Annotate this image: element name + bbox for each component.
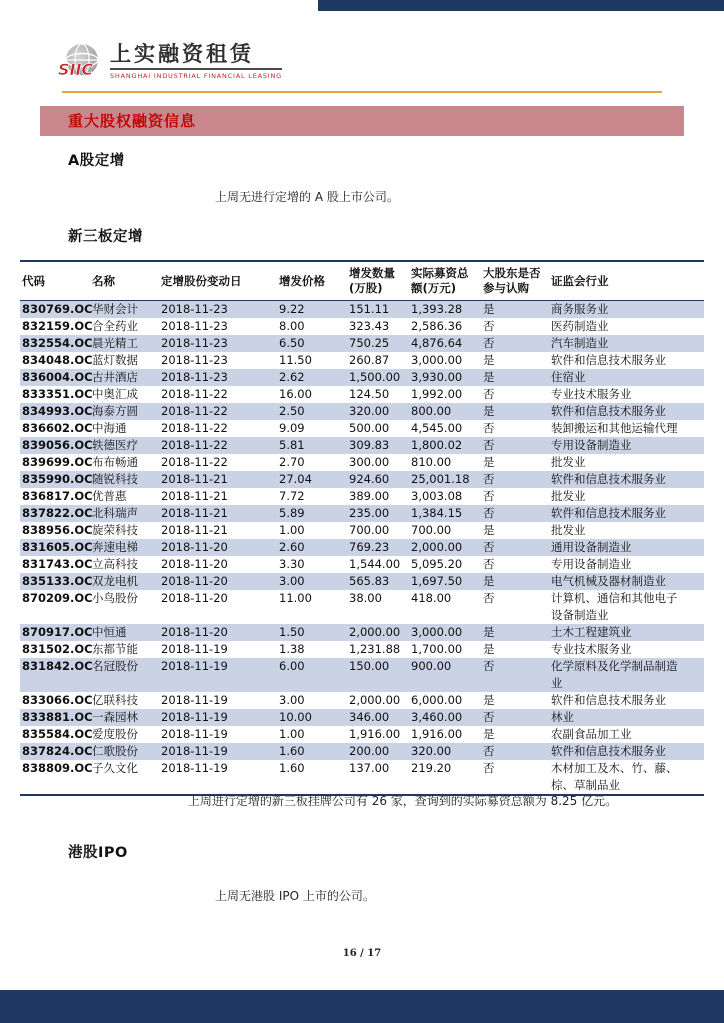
table-cell: 3,460.00 — [411, 710, 463, 724]
table-cell: 1,916.00 — [349, 727, 401, 741]
table-cell: 7.72 — [279, 489, 305, 503]
table-cell: 16.00 — [279, 387, 312, 401]
page-number: 16 / 17 — [342, 948, 382, 959]
table-cell: 38.00 — [349, 591, 382, 605]
table-cell: 124.50 — [349, 387, 390, 401]
table-cell: 晨光精工 — [92, 336, 138, 350]
table-cell: 软件和信息技术服务业 — [551, 744, 666, 758]
table-cell: 批发业 — [551, 489, 586, 503]
table-row — [20, 403, 704, 420]
heading-neeq: 新三板定增 — [68, 229, 143, 245]
table-header-cell: 大股东是否 参与认购 — [481, 261, 549, 301]
table-cell: 否 — [483, 659, 495, 673]
table-cell: 否 — [483, 319, 495, 333]
table-cell: 200.00 — [349, 744, 390, 758]
neeq-table — [20, 260, 704, 796]
table-cell: 2.70 — [279, 455, 305, 469]
table-row — [20, 471, 704, 488]
table-row — [20, 709, 704, 726]
table-cell: 否 — [483, 472, 495, 486]
table-row — [20, 760, 704, 795]
table-cell-spacer — [684, 369, 704, 386]
table-cell: 2018-11-21 — [161, 506, 228, 520]
heading-hk-ipo: 港股IPO — [68, 845, 128, 861]
table-header-cell: 增发价格 — [277, 261, 347, 301]
table-cell-spacer — [684, 454, 704, 471]
table-cell: 是 — [483, 625, 495, 639]
table-cell: 2.50 — [279, 404, 305, 418]
table-cell: 化学原料及化学制品制造业 — [551, 659, 678, 690]
table-cell-spacer — [684, 692, 704, 709]
table-cell: 323.43 — [349, 319, 390, 333]
table-body — [20, 301, 704, 796]
table-header — [20, 261, 704, 301]
table-cell: 700.00 — [411, 523, 452, 537]
table-row — [20, 573, 704, 590]
company-logo — [58, 42, 282, 86]
table-cell: 9.09 — [279, 421, 305, 435]
table-cell: 6.00 — [279, 659, 305, 673]
table-cell: 870209.OC — [22, 591, 93, 605]
table-row — [20, 743, 704, 760]
table-row — [20, 488, 704, 505]
table-cell: 中海通 — [92, 421, 127, 435]
table-cell: 2018-11-22 — [161, 438, 228, 452]
top-accent-bar — [318, 0, 724, 11]
table-cell-spacer — [684, 318, 704, 335]
table-cell-spacer — [684, 471, 704, 488]
table-cell: 批发业 — [551, 523, 586, 537]
table-cell: 汽车制造业 — [551, 336, 609, 350]
table-row — [20, 726, 704, 743]
table-cell: 合全药业 — [92, 319, 138, 333]
table-cell-spacer — [684, 522, 704, 539]
table-cell: 蓝灯数据 — [92, 353, 138, 367]
table-cell: 900.00 — [411, 659, 452, 673]
table-cell: 2018-11-19 — [161, 710, 228, 724]
table-cell: 软件和信息技术服务业 — [551, 404, 666, 418]
table-row — [20, 318, 704, 335]
table-cell: 2,000.00 — [349, 693, 401, 707]
table-cell: 布布畅通 — [92, 455, 138, 469]
table-cell: 9.22 — [279, 302, 305, 316]
table-cell: 1,697.50 — [411, 574, 463, 588]
table-cell: 否 — [483, 336, 495, 350]
table-cell: 3,000.00 — [411, 353, 463, 367]
table-cell: 2.62 — [279, 370, 305, 384]
table-cell: 800.00 — [411, 404, 452, 418]
table-row — [20, 641, 704, 658]
table-cell: 商务服务业 — [551, 302, 609, 316]
table-cell: 2018-11-23 — [161, 336, 228, 350]
table-cell: 2018-11-22 — [161, 421, 228, 435]
table-cell: 1,916.00 — [411, 727, 463, 741]
table-cell: 奔速电梯 — [92, 540, 138, 554]
table-row — [20, 420, 704, 437]
logo-text-block — [110, 42, 282, 80]
table-cell: 否 — [483, 421, 495, 435]
table-header-cell: 实际募资总 额(万元) — [409, 261, 481, 301]
table-cell: 一森园林 — [92, 710, 138, 724]
table-cell: 是 — [483, 642, 495, 656]
table-cell: 否 — [483, 438, 495, 452]
table-cell: 2018-11-19 — [161, 727, 228, 741]
table-cell: 软件和信息技术服务业 — [551, 506, 666, 520]
table-cell: 2018-11-21 — [161, 472, 228, 486]
neeq-summary: 上周进行定增的新三板挂牌公司有 26 家，查询到的实际募资总额为 8.25 亿元。 — [187, 794, 618, 808]
table-cell: 2,586.36 — [411, 319, 463, 333]
table-cell: 软件和信息技术服务业 — [551, 693, 666, 707]
table-cell: 中恒通 — [92, 625, 127, 639]
table-cell-spacer — [684, 505, 704, 522]
table-cell: 是 — [483, 370, 495, 384]
table-cell: 837822.OC — [22, 506, 93, 520]
table-row — [20, 369, 704, 386]
table-cell: 专用设备制造业 — [551, 438, 632, 452]
table-cell: 木材加工及木、竹、藤、棕、草制品业 — [551, 761, 678, 792]
table-cell: 834048.OC — [22, 353, 93, 367]
table-cell: 1.00 — [279, 523, 305, 537]
table-cell-spacer — [684, 352, 704, 369]
table-cell: 华财会计 — [92, 302, 138, 316]
table-cell: 是 — [483, 693, 495, 707]
table-cell: 1.60 — [279, 744, 305, 758]
table-row — [20, 590, 704, 624]
table-cell: 2018-11-20 — [161, 591, 228, 605]
table-cell: 专业技术服务业 — [551, 642, 632, 656]
table-cell: 2018-11-23 — [161, 370, 228, 384]
table-cell: 医药制造业 — [551, 319, 609, 333]
table-cell: 软件和信息技术服务业 — [551, 472, 666, 486]
table-cell: 3,003.08 — [411, 489, 463, 503]
logo-name-en: SHANGHAI INDUSTRIAL FINANCIAL LEASING — [110, 72, 283, 80]
table-cell: 否 — [483, 557, 495, 571]
table-cell: 836602.OC — [22, 421, 93, 435]
siic-letters: SIIC — [58, 60, 94, 79]
table-row — [20, 505, 704, 522]
table-cell: 832159.OC — [22, 319, 93, 333]
table-cell: 装卸搬运和其他运输代理 — [551, 421, 678, 435]
table-cell: 北科瑞声 — [92, 506, 138, 520]
table-cell: 是 — [483, 404, 495, 418]
table-cell-spacer — [684, 590, 704, 624]
table-cell: 2018-11-21 — [161, 523, 228, 537]
table-cell: 418.00 — [411, 591, 452, 605]
table-cell-spacer — [684, 658, 704, 692]
table-cell: 否 — [483, 489, 495, 503]
table-cell: 3,930.00 — [411, 370, 463, 384]
table-cell: 27.04 — [279, 472, 312, 486]
table-cell: 2018-11-20 — [161, 574, 228, 588]
table-cell: 是 — [483, 727, 495, 741]
table-cell: 1,800.02 — [411, 438, 463, 452]
table-cell: 轶德医疗 — [92, 438, 138, 452]
table-cell: 否 — [483, 761, 495, 775]
table-cell: 2018-11-23 — [161, 353, 228, 367]
table-cell: 832554.OC — [22, 336, 93, 350]
table-cell: 2018-11-19 — [161, 761, 228, 775]
table-cell: 东都节能 — [92, 642, 138, 656]
table-cell: 810.00 — [411, 455, 452, 469]
siic-globe-icon — [58, 42, 104, 86]
table-cell: 土木工程建筑业 — [551, 625, 632, 639]
hk-ipo-note: 上周无港股 IPO 上市的公司。 — [215, 889, 375, 903]
table-row — [20, 658, 704, 692]
table-cell-spacer — [684, 573, 704, 590]
table-cell-spacer — [684, 403, 704, 420]
table-cell-spacer — [684, 335, 704, 352]
table-header-cell: 增发数量 (万股) — [347, 261, 409, 301]
logo-name-cn: 上实融资租赁 — [110, 42, 282, 70]
table-cell: 4,545.00 — [411, 421, 463, 435]
table-row — [20, 386, 704, 403]
table-cell: 831605.OC — [22, 540, 93, 554]
table-cell: 6,000.00 — [411, 693, 463, 707]
table-cell: 750.25 — [349, 336, 390, 350]
table-cell: 爱度股份 — [92, 727, 138, 741]
table-cell: 11.50 — [279, 353, 312, 367]
table-cell: 名冠股份 — [92, 659, 138, 673]
table-cell: 1,992.00 — [411, 387, 463, 401]
table-cell: 10.00 — [279, 710, 312, 724]
table-cell: 是 — [483, 353, 495, 367]
table-cell: 3,000.00 — [411, 625, 463, 639]
table-cell: 2018-11-22 — [161, 404, 228, 418]
table-cell: 1,700.00 — [411, 642, 463, 656]
table-row — [20, 556, 704, 573]
table-cell: 831842.OC — [22, 659, 93, 673]
table-cell: 优普惠 — [92, 489, 127, 503]
table-cell: 亿联科技 — [92, 693, 138, 707]
table-cell: 3.30 — [279, 557, 305, 571]
table-cell: 2018-11-23 — [161, 302, 228, 316]
table-cell: 2018-11-19 — [161, 659, 228, 673]
table-cell: 838956.OC — [22, 523, 93, 537]
table-row — [20, 624, 704, 641]
table-cell: 836817.OC — [22, 489, 93, 503]
table-cell: 是 — [483, 574, 495, 588]
table-cell: 1,393.28 — [411, 302, 463, 316]
table-cell: 25,001.18 — [411, 472, 470, 486]
table-cell: 否 — [483, 506, 495, 520]
table-row — [20, 539, 704, 556]
table-cell: 565.83 — [349, 574, 390, 588]
table-cell: 2,000.00 — [349, 625, 401, 639]
table-cell: 软件和信息技术服务业 — [551, 353, 666, 367]
table-cell-spacer — [684, 488, 704, 505]
table-cell-spacer — [684, 709, 704, 726]
table-cell: 1,384.15 — [411, 506, 463, 520]
table-cell: 2018-11-21 — [161, 489, 228, 503]
table-cell-spacer — [684, 726, 704, 743]
table-header-cell: 定增股份变动日 — [159, 261, 277, 301]
table-cell-spacer — [684, 743, 704, 760]
table-cell: 小鸟股份 — [92, 591, 138, 605]
bottom-footer-bar — [0, 990, 724, 1023]
table-cell: 是 — [483, 523, 495, 537]
table-cell-spacer — [684, 760, 704, 795]
table-cell: 2018-11-23 — [161, 319, 228, 333]
table-cell: 通用设备制造业 — [551, 540, 632, 554]
table-cell-spacer — [684, 437, 704, 454]
table-cell: 769.23 — [349, 540, 390, 554]
heading-a-share: A股定增 — [68, 153, 125, 169]
table-cell: 2.60 — [279, 540, 305, 554]
table-cell-spacer — [684, 556, 704, 573]
table-cell: 11.00 — [279, 591, 312, 605]
table-cell: 专业技术服务业 — [551, 387, 632, 401]
table-cell: 831502.OC — [22, 642, 93, 656]
table-cell-spacer — [684, 420, 704, 437]
table-cell: 1,231.88 — [349, 642, 401, 656]
table-cell: 1.38 — [279, 642, 305, 656]
table-cell: 2018-11-20 — [161, 557, 228, 571]
table-cell: 839056.OC — [22, 438, 93, 452]
table-cell: 是 — [483, 455, 495, 469]
table-cell: 837824.OC — [22, 744, 93, 758]
table-row — [20, 454, 704, 471]
table-header-row — [20, 261, 704, 301]
neeq-table-container — [20, 260, 704, 796]
table-cell: 151.11 — [349, 302, 390, 316]
table-cell: 870917.OC — [22, 625, 93, 639]
table-row — [20, 522, 704, 539]
table-cell: 309.83 — [349, 438, 390, 452]
table-cell: 700.00 — [349, 523, 390, 537]
table-cell: 838809.OC — [22, 761, 93, 775]
banner-title: 重大股权融资信息 — [68, 112, 197, 130]
table-cell: 1.60 — [279, 761, 305, 775]
table-cell: 831743.OC — [22, 557, 93, 571]
table-cell: 1.50 — [279, 625, 305, 639]
table-header-cell: 证监会行业 — [549, 261, 684, 301]
table-cell: 834993.OC — [22, 404, 93, 418]
table-cell: 2018-11-19 — [161, 744, 228, 758]
table-cell: 否 — [483, 387, 495, 401]
table-cell: 833881.OC — [22, 710, 93, 724]
table-cell: 835133.OC — [22, 574, 93, 588]
table-cell: 随锐科技 — [92, 472, 138, 486]
table-cell: 5.89 — [279, 506, 305, 520]
table-cell: 389.00 — [349, 489, 390, 503]
table-cell: 833066.OC — [22, 693, 93, 707]
table-cell: 1,544.00 — [349, 557, 401, 571]
gold-divider — [62, 91, 662, 93]
table-cell: 农副食品加工业 — [551, 727, 632, 741]
table-header-spacer — [684, 261, 704, 301]
table-row — [20, 692, 704, 709]
table-cell: 2018-11-19 — [161, 693, 228, 707]
table-row — [20, 335, 704, 352]
table-cell: 2018-11-20 — [161, 540, 228, 554]
table-cell: 836004.OC — [22, 370, 93, 384]
table-cell-spacer — [684, 641, 704, 658]
table-cell: 320.00 — [411, 744, 452, 758]
table-cell: 电气机械及器材制造业 — [551, 574, 666, 588]
table-header-cell: 代码 — [20, 261, 90, 301]
table-cell: 3.00 — [279, 574, 305, 588]
table-cell: 500.00 — [349, 421, 390, 435]
table-cell: 833351.OC — [22, 387, 93, 401]
table-cell: 是 — [483, 302, 495, 316]
table-cell: 1.00 — [279, 727, 305, 741]
table-cell: 830769.OC — [22, 302, 93, 316]
table-cell: 中奥汇成 — [92, 387, 138, 401]
table-cell: 219.20 — [411, 761, 452, 775]
table-cell: 旋荣科技 — [92, 523, 138, 537]
table-cell: 2018-11-22 — [161, 455, 228, 469]
table-row — [20, 352, 704, 369]
table-cell: 137.00 — [349, 761, 390, 775]
table-cell-spacer — [684, 539, 704, 556]
table-cell: 300.00 — [349, 455, 390, 469]
table-cell: 924.60 — [349, 472, 390, 486]
table-cell: 海泰方圆 — [92, 404, 138, 418]
table-cell: 346.00 — [349, 710, 390, 724]
table-cell: 2018-11-22 — [161, 387, 228, 401]
table-cell: 835990.OC — [22, 472, 93, 486]
table-cell: 320.00 — [349, 404, 390, 418]
table-cell: 5.81 — [279, 438, 305, 452]
table-cell-spacer — [684, 301, 704, 319]
table-cell: 计算机、通信和其他电子设备制造业 — [551, 591, 678, 622]
table-cell: 双龙电机 — [92, 574, 138, 588]
table-cell: 否 — [483, 710, 495, 724]
table-cell: 8.00 — [279, 319, 305, 333]
table-cell: 否 — [483, 540, 495, 554]
table-cell: 林业 — [551, 710, 574, 724]
table-cell-spacer — [684, 624, 704, 641]
table-cell: 批发业 — [551, 455, 586, 469]
table-cell: 否 — [483, 591, 495, 605]
table-cell: 835584.OC — [22, 727, 93, 741]
section-banner — [40, 106, 684, 136]
table-cell: 2,000.00 — [411, 540, 463, 554]
table-cell: 839699.OC — [22, 455, 93, 469]
table-cell: 仁歌股份 — [92, 744, 138, 758]
table-cell: 子久文化 — [92, 761, 138, 775]
table-row — [20, 437, 704, 454]
table-cell: 1,500.00 — [349, 370, 401, 384]
table-cell: 住宿业 — [551, 370, 586, 384]
a-share-note: 上周无进行定增的 A 股上市公司。 — [215, 190, 399, 204]
table-cell: 235.00 — [349, 506, 390, 520]
table-cell: 古井酒店 — [92, 370, 138, 384]
table-cell: 6.50 — [279, 336, 305, 350]
table-cell: 4,876.64 — [411, 336, 463, 350]
table-cell: 260.87 — [349, 353, 390, 367]
table-cell: 专用设备制造业 — [551, 557, 632, 571]
table-cell: 3.00 — [279, 693, 305, 707]
table-cell: 立高科技 — [92, 557, 138, 571]
table-cell: 5,095.20 — [411, 557, 463, 571]
table-cell: 2018-11-20 — [161, 625, 228, 639]
table-header-cell: 名称 — [90, 261, 159, 301]
table-row — [20, 301, 704, 319]
table-cell: 2018-11-19 — [161, 642, 228, 656]
table-cell-spacer — [684, 386, 704, 403]
table-cell: 150.00 — [349, 659, 390, 673]
table-cell: 否 — [483, 744, 495, 758]
